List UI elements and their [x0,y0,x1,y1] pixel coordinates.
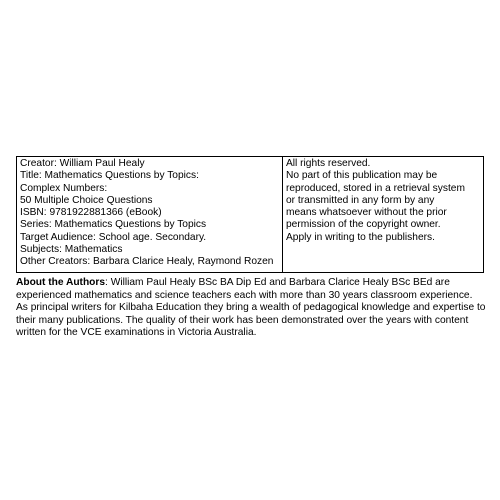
subjects-line: Subjects: Mathematics [20,244,123,256]
publication-details-table [16,156,484,273]
copyright-line: means whatsoever without the prior [286,207,447,219]
title-line: Title: Mathematics Questions by Topics: [20,170,199,182]
about-authors-heading: About the Authors [16,277,106,288]
copyright-line: Apply in writing to the publishers. [286,231,435,243]
series-line: Series: Mathematics Questions by Topics [20,219,207,231]
catalogue-info-cell [17,157,283,273]
other-creators-line: Other Creators: Barbara Clarice Healy, Raymond Rozen [20,256,274,268]
publication-details-row [17,157,484,273]
creator-line: Creator: William Paul Healy [20,158,145,169]
copyright-line: All rights reserved. [286,158,371,169]
copyright-line: reproduced, stored in a retrieval system [286,182,465,194]
copyright-line: or transmitted in any form by any [286,194,435,206]
about-authors-separator: : [105,277,111,288]
copyright-line: No part of this publication may be [286,170,438,182]
about-authors-paragraph [16,277,486,340]
isbn-line: ISBN: 9781922881366 (eBook) [20,207,162,219]
copyright-line: permission of the copyright owner. [286,219,441,231]
copyright-notice-cell [283,157,484,273]
target-audience-line: Target Audience: School age. Secondary. [20,231,207,243]
title-topic-line: Complex Numbers: [20,182,108,194]
title-subtitle-line: 50 Multiple Choice Questions [20,194,153,206]
about-authors-body: William Paul Healy BSc BA Dip Ed and Barbara Clarice Healy BSc BEd are experienced mathematics and science teachers each with more than 30 years classroom experience. As principal writers for Kilbaha Education they bring a wealth of pedagogical knowledge and expertise to their many publications. The quality of their work has been demonstrated over the years with content written for the VCE examinations in Victoria Australia. [16,277,486,339]
